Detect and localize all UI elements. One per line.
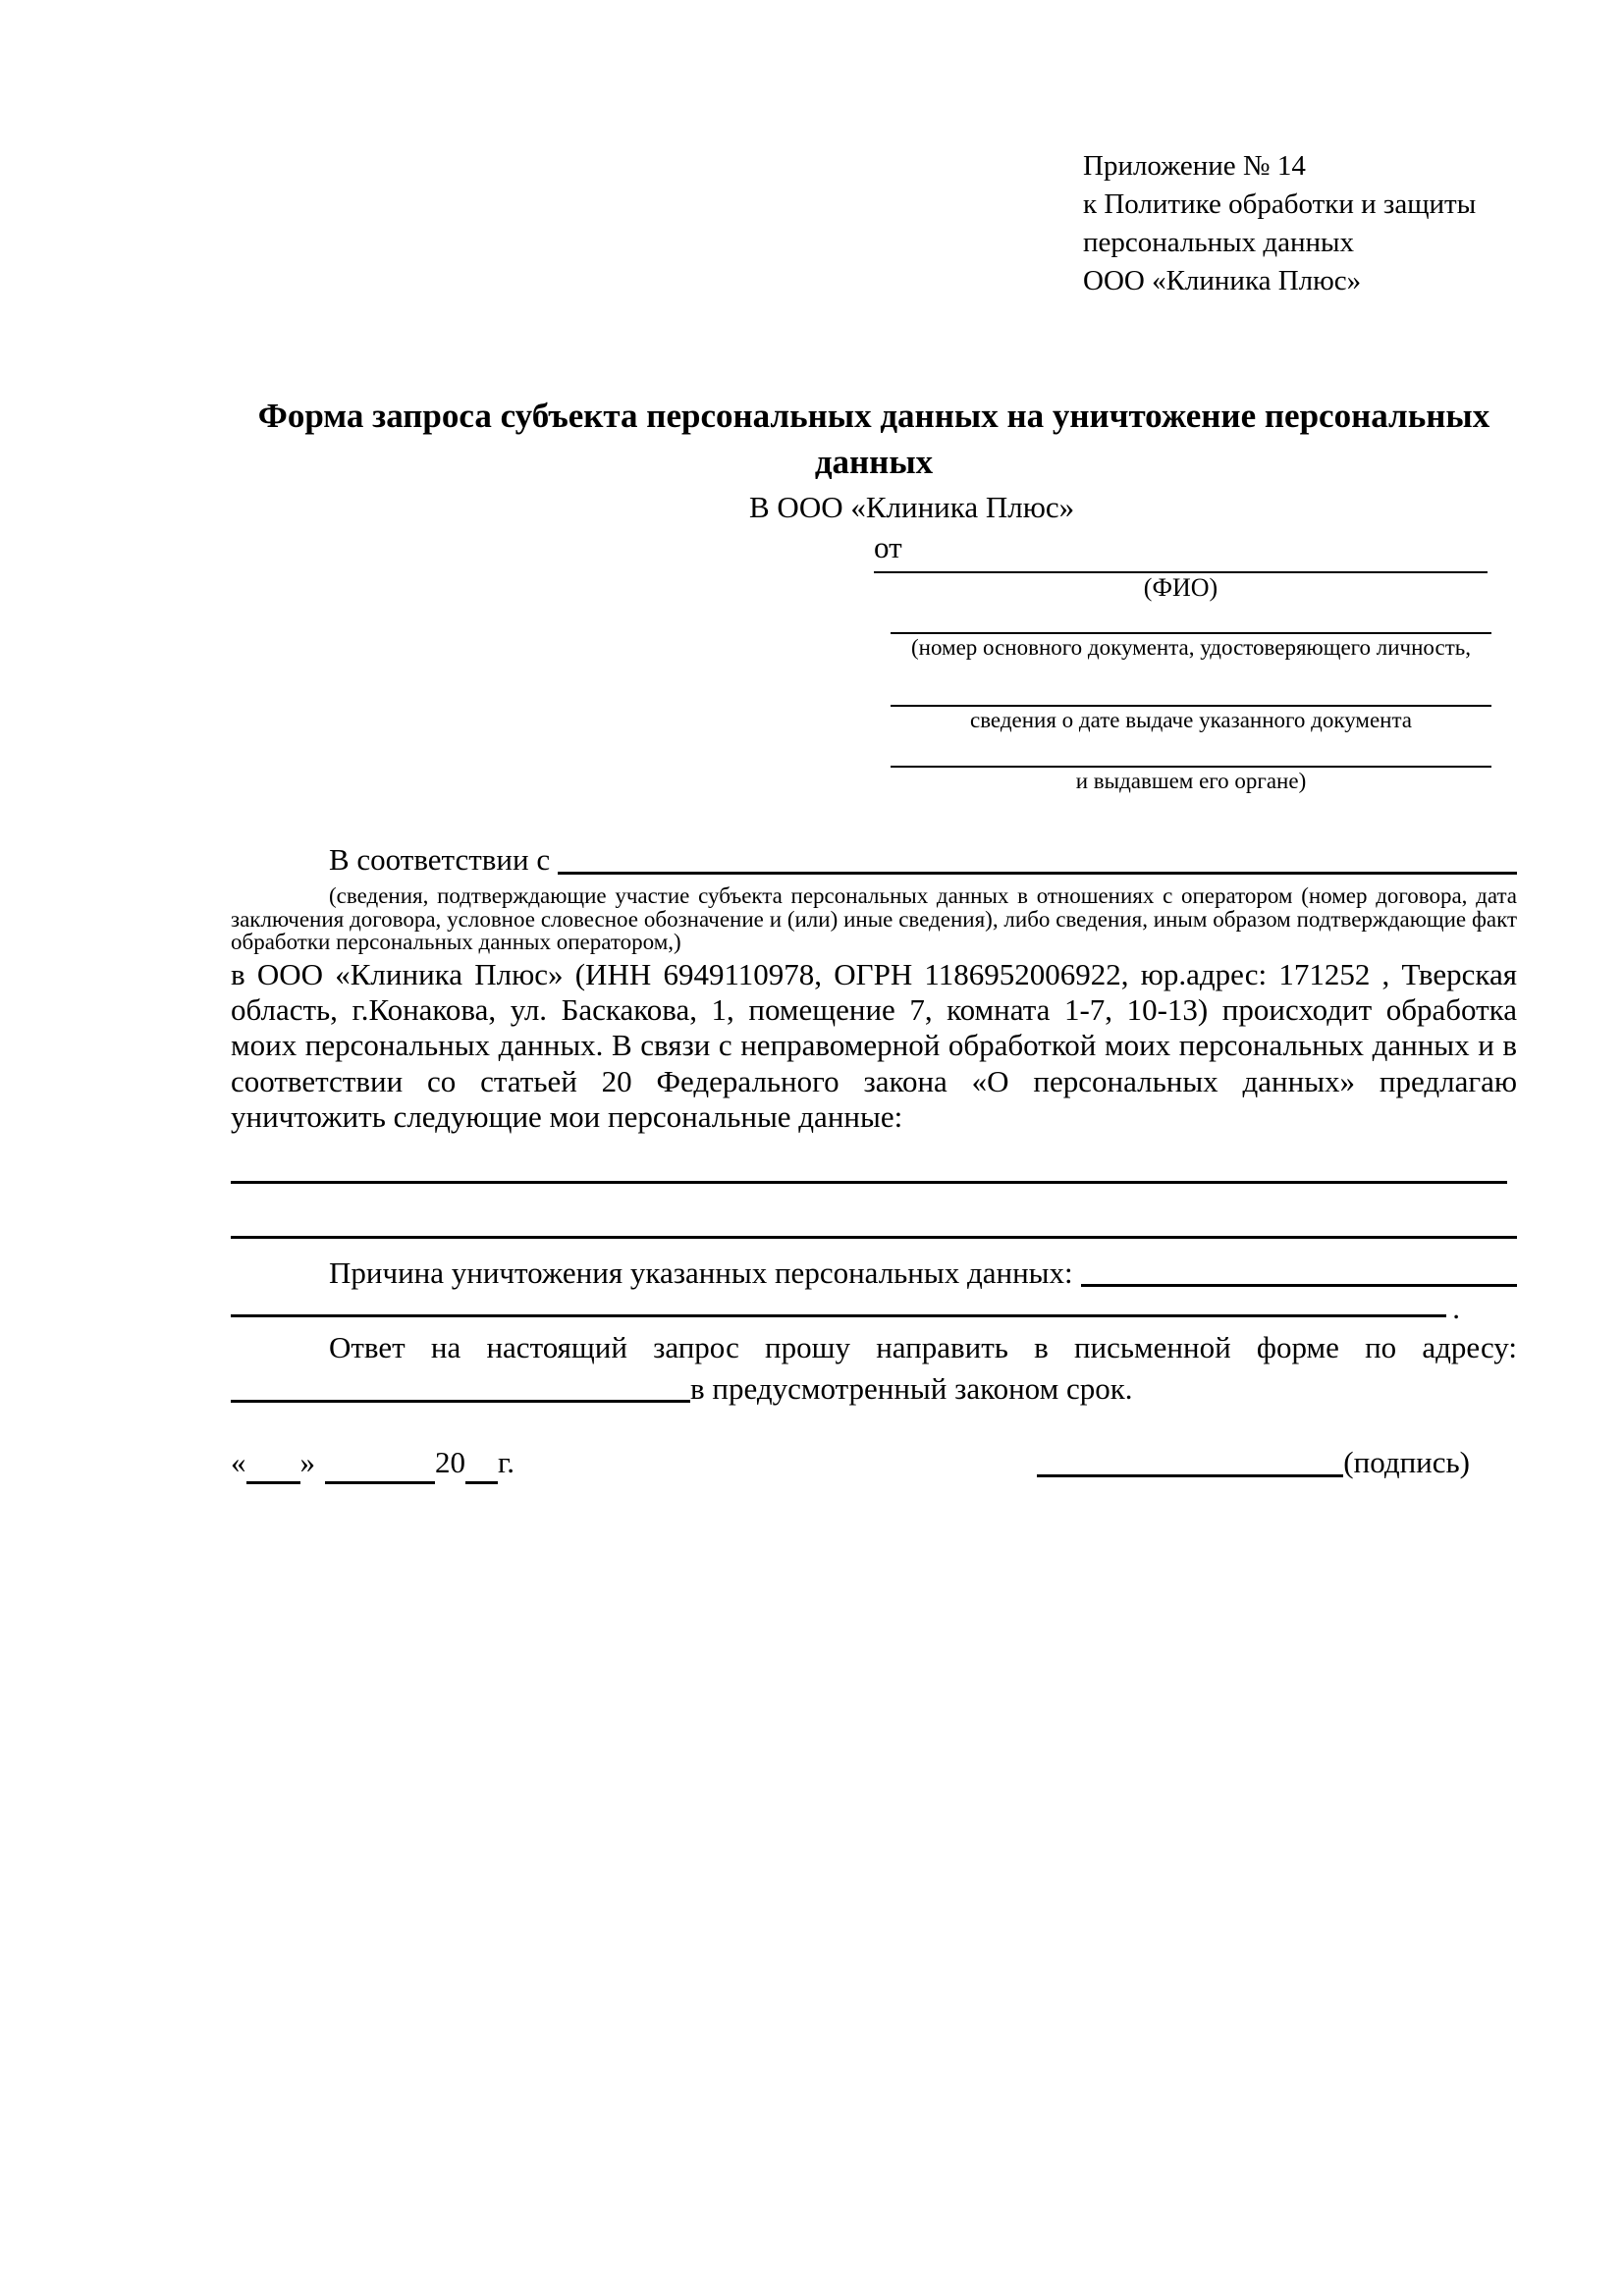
document-body (231, 0, 1517, 1484)
personal-data-blank-line-2 (231, 1236, 1517, 1239)
id-doc-caption-2: сведения о дате выдаче указанного документа (969, 708, 1413, 732)
date-day-blank (246, 1448, 300, 1484)
date-month-blank (325, 1448, 435, 1484)
reason-continuation-line (231, 1290, 1517, 1325)
accordance-note: (сведения, подтверждающие участие субъекта персональных данных в отношениях с оператором (номер договора, дата заключения договора, условное словесное обозначение и (или) иные сведения), либо сведения, иным образом подтверждающие факт обработки персональных данных оператором,) (231, 883, 1517, 954)
id-doc-field-3 (231, 766, 1517, 794)
addressee-line: В ООО «Клиника Плюс» (749, 490, 1075, 524)
reason-line-period: . (1452, 1290, 1460, 1325)
date-open-quote: « (231, 1444, 246, 1479)
date-signature-row (231, 1441, 1517, 1484)
date-year-suffix: г. (498, 1444, 514, 1479)
id-doc-field-2 (231, 705, 1517, 733)
fio-field (231, 571, 1517, 603)
date-year-blank (465, 1448, 498, 1484)
id-doc-caption-1: (номер основного документа, удостоверяющего личность, (910, 635, 1471, 660)
appendix-line-1: Приложение № 14 (1083, 150, 1306, 182)
reason-paragraph (231, 1252, 1517, 1294)
response-address-blank-line (231, 1368, 690, 1403)
reason-label: Причина уничтожения указанных персональных данных: (329, 1255, 1073, 1290)
fio-caption: (ФИО) (1143, 573, 1218, 602)
appendix-line-2: к Политике обработки и защиты (1083, 188, 1477, 220)
body-paragraph: в ООО «Клиника Плюс» (ИНН 6949110978, ОГРН 1186952006922, юр.адрес: 171252 , Тверская область, г.Конакова, ул. Баскакова, 1, помещение 7, комната 1-7, 10-13) происходит обработка моих персональных данных. В связи с неправомерной обработкой моих персональных данных и в соответствии со статьей 20 Федерального закона «О персональных данных» предлагаю уничтожить следующие мои персональные данные: (231, 956, 1517, 1135)
date-close-quote: » (299, 1444, 315, 1479)
appendix-line-3: персональных данных (1083, 227, 1355, 258)
reason-blank-line-2 (231, 1314, 1446, 1317)
from-label: от (874, 530, 902, 564)
accordance-label: В соответствии с (329, 842, 551, 877)
signature-area (1037, 1441, 1517, 1484)
personal-data-blank-line-1 (231, 1181, 1507, 1184)
response-request-tail: в предусмотренный законом срок. (690, 1370, 1133, 1406)
id-doc-field-1 (231, 632, 1517, 661)
page-title: Форма запроса субъекта персональных данных на уничтожение персональных данных (257, 397, 1490, 481)
id-doc-caption-3: и выдавшем его органе) (1075, 769, 1307, 793)
response-request-paragraph: Ответ на настоящий запрос прошу направить в письменной форме по адресу: (329, 1329, 1517, 1364)
response-address-line (231, 1368, 1517, 1410)
signature-blank-line (1037, 1441, 1343, 1477)
reason-blank-line (1081, 1252, 1517, 1287)
date-line (231, 1441, 514, 1484)
signature-caption: (подпись) (1343, 1444, 1470, 1479)
appendix-line-4: ООО «Клиника Плюс» (1083, 265, 1362, 296)
accordance-paragraph (231, 838, 1517, 881)
date-century: 20 (435, 1444, 465, 1479)
accordance-blank-line (558, 838, 1517, 875)
